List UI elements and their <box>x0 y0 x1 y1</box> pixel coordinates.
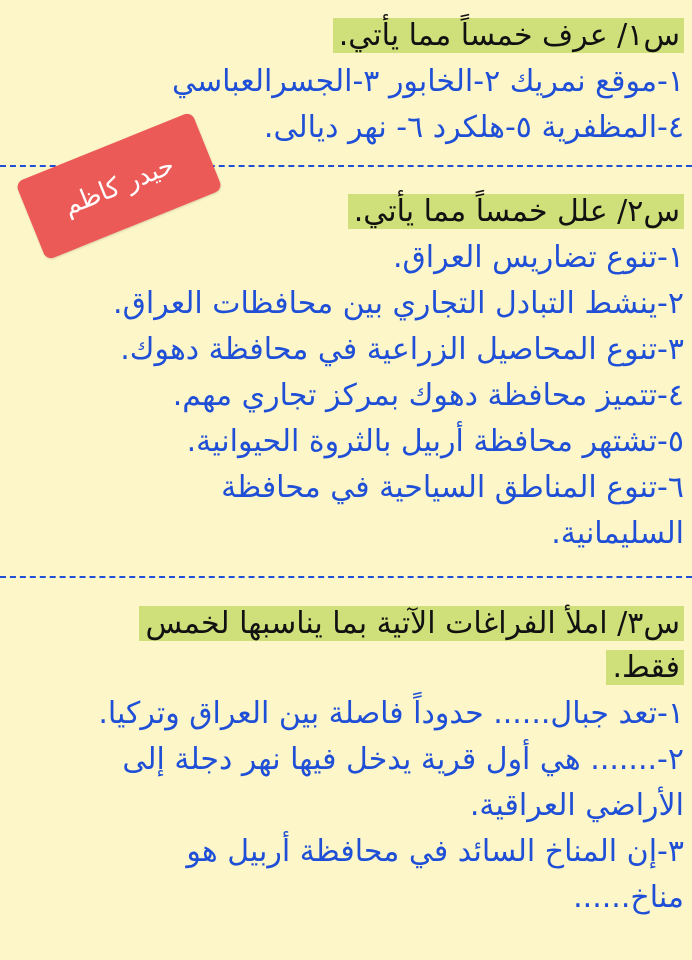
author-stamp-text: حيدر كاظم <box>59 150 179 222</box>
q2-line-6: ٦-تنوع المناطق السياحية في محافظة <box>221 470 684 505</box>
q2-line-5: ٥-تشتهر محافظة أربيل بالثروة الحيوانية. <box>186 424 684 459</box>
q2-heading-text: س٢/ علل خمساً مما يأتي. <box>348 194 684 229</box>
q2-line-1: ١-تنوع تضاريس العراق. <box>392 240 684 275</box>
divider-2 <box>0 576 692 578</box>
q3-heading-line-1 <box>10 602 684 646</box>
q3-line-4: ٣-إن المناخ السائد في محافظة أربيل هو <box>186 834 684 869</box>
q3-line-1: ١-تعد جبال...... حدوداً فاصلة بين العراق وتركيا. <box>98 696 684 731</box>
q2-line-4: ٤-تتميز محافظة دهوك بمركز تجاري مهم. <box>172 378 684 413</box>
q1-line-1: ١-موقع نمريك ٢-الخابور ٣-الجسرالعباسي <box>172 64 684 99</box>
q1-heading-text: س١/ عرف خمساً مما يأتي. <box>333 18 684 53</box>
q3-heading-text-2: فقط. <box>606 650 684 685</box>
q3-heading-line-2 <box>10 646 684 690</box>
q1-line-2: ٤-المظفرية ٥-هلكرد ٦- نهر ديالى. <box>263 110 684 145</box>
q2-line-7: السليمانية. <box>551 516 684 551</box>
q2-line-2: ٢-ينشط التبادل التجاري بين محافظات العراق. <box>113 286 684 321</box>
q3-line-3: الأراضي العراقية. <box>469 788 684 823</box>
q3-line-5: مناخ...... <box>573 880 684 915</box>
q1-heading <box>10 14 684 58</box>
q2-line-3: ٣-تنوع المحاصيل الزراعية في محافظة دهوك. <box>120 332 684 367</box>
q3-heading-text-1: س٣/ املأ الفراغات الآتية بما يناسبها لخمس <box>139 606 684 641</box>
q3-line-2: ٢-....... هي أول قرية يدخل فيها نهر دجلة إلى <box>122 742 684 777</box>
